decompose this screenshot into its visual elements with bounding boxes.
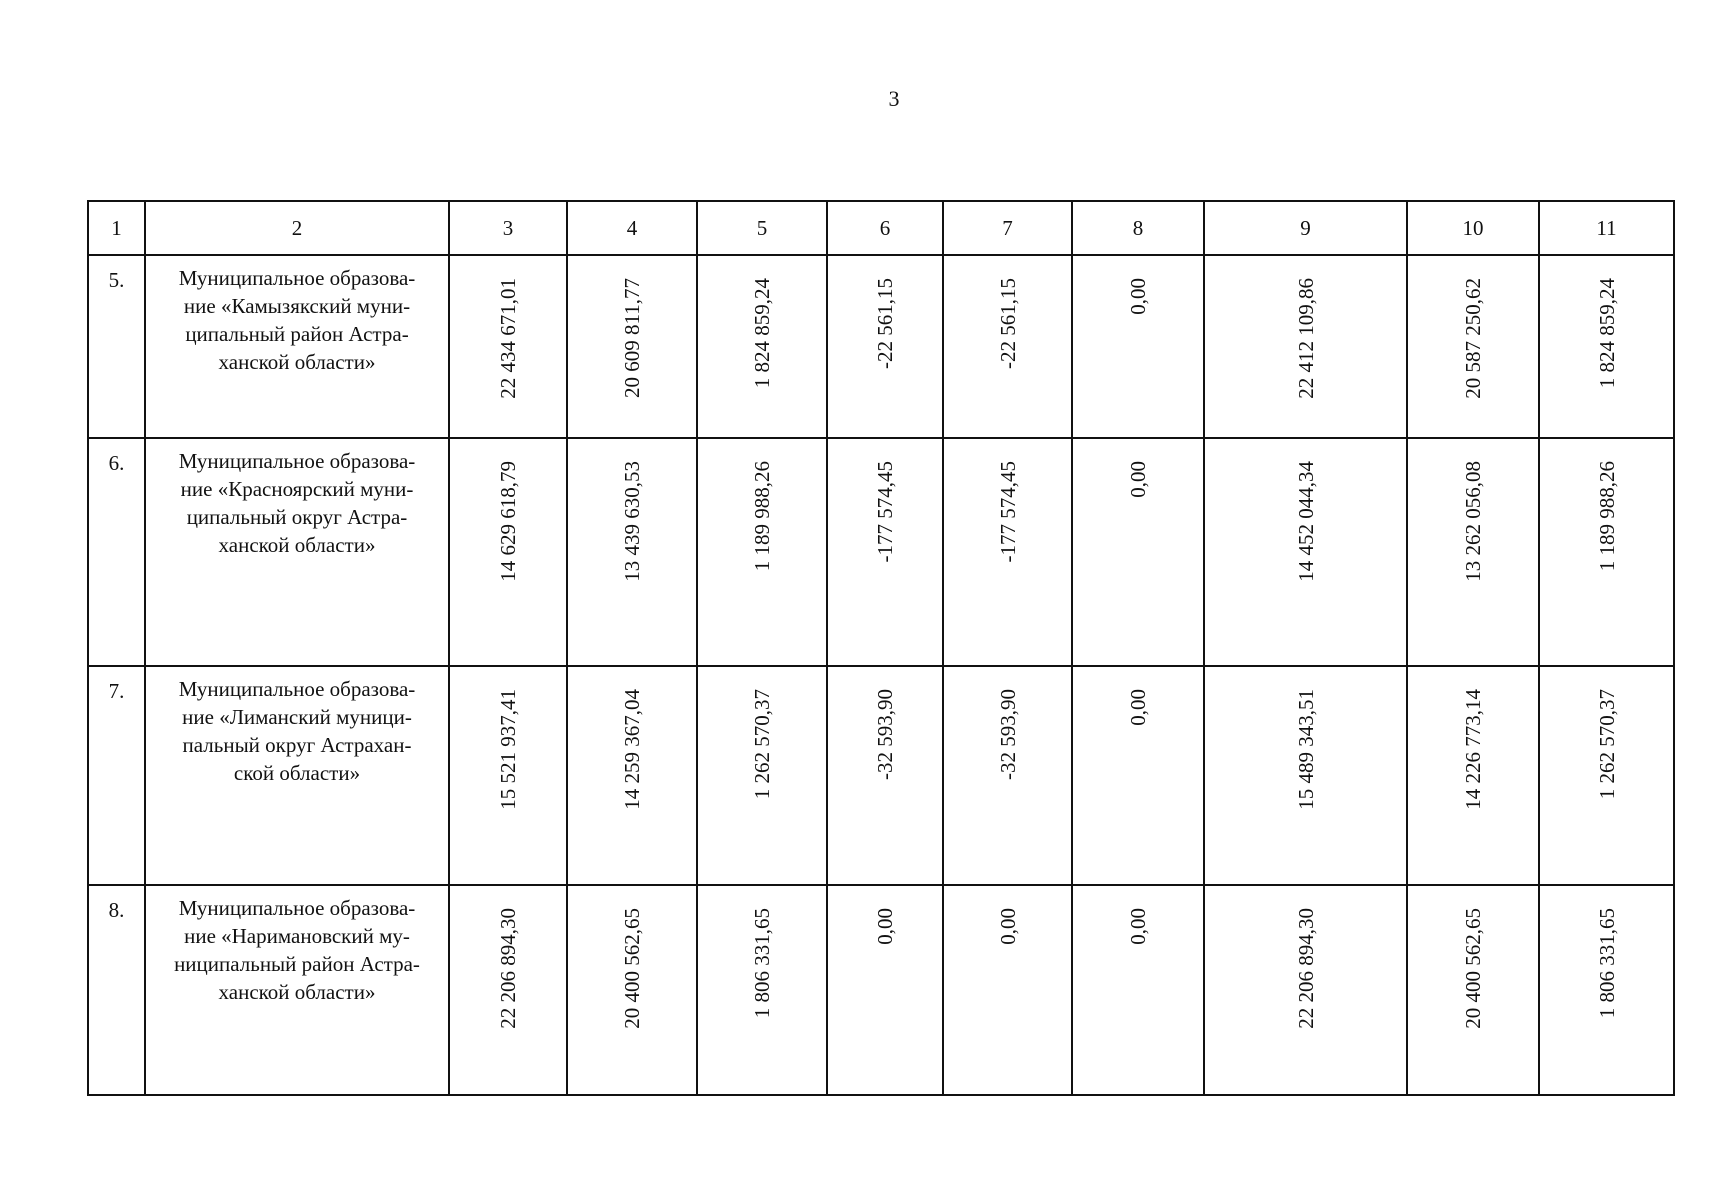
table-cell [827,666,943,885]
cell-value: 22 434 671,01 [496,278,520,399]
cell-value: 1 806 331,65 [750,908,774,1019]
row-name: Муниципальное образова- ние «Камызякский муни- ципальный район Астра- ханской области» [145,255,449,438]
cell-value: 0,00 [995,908,1020,945]
table-cell [697,255,827,438]
table-cell [1204,885,1407,1095]
table-cell [567,255,697,438]
row-number: 6. [88,438,145,666]
column-header: 5 [697,201,827,255]
cell-value: 13 262 056,08 [1461,461,1485,582]
column-header: 10 [1407,201,1539,255]
table-cell [943,438,1072,666]
cell-value: 0,00 [1126,461,1150,498]
table-cell [567,438,697,666]
cell-value: -22 561,15 [873,278,897,369]
row-name: Муниципальное образова- ние «Красноярский муни- ципальный округ Астра- ханской области» [145,438,449,666]
cell-value: 14 226 773,14 [1461,689,1485,810]
table-cell [697,666,827,885]
table-cell [1407,885,1539,1095]
cell-value: 20 609 811,77 [620,278,644,398]
table-cell [567,885,697,1095]
table-cell [1539,255,1674,438]
column-header: 11 [1539,201,1674,255]
cell-value: 1 189 988,26 [750,461,774,572]
table-cell [449,438,567,666]
cell-value: 15 521 937,41 [496,689,520,810]
cell-value: 14 629 618,79 [496,461,520,582]
table-cell [827,885,943,1095]
table-cell [1072,438,1204,666]
table-cell [1204,255,1407,438]
cell-value: -177 574,45 [995,461,1020,563]
table-cell [827,438,943,666]
table-cell [697,885,827,1095]
table-row [88,255,1674,438]
row-name: Муниципальное образова- ние «Лиманский муници- пальный округ Астрахан- ской области» [145,666,449,885]
column-header: 8 [1072,201,1204,255]
cell-value: -32 593,90 [995,689,1020,780]
cell-value: 22 412 109,86 [1293,278,1318,399]
cell-value: 13 439 630,53 [620,461,644,582]
table-cell [943,885,1072,1095]
column-header: 6 [827,201,943,255]
cell-value: 20 587 250,62 [1461,278,1485,399]
table-cell [1204,438,1407,666]
cell-value: 1 824 859,24 [1594,278,1619,389]
column-header: 4 [567,201,697,255]
table-cell [1072,255,1204,438]
column-header: 3 [449,201,567,255]
cell-value: 1 824 859,24 [750,278,774,389]
cell-value: 15 489 343,51 [1293,689,1318,810]
table-cell [697,438,827,666]
cell-value: 1 806 331,65 [1594,908,1619,1019]
table-cell [943,666,1072,885]
cell-value: -177 574,45 [873,461,897,563]
table-row [88,438,1674,666]
table-cell [449,885,567,1095]
header-row [88,201,1674,255]
row-number: 7. [88,666,145,885]
cell-value: 0,00 [873,908,897,945]
row-number: 8. [88,885,145,1095]
cell-value: 22 206 894,30 [1293,908,1318,1029]
table-cell [1407,255,1539,438]
cell-value: -32 593,90 [873,689,897,780]
cell-value: 1 262 570,37 [1594,689,1619,800]
cell-value: 1 189 988,26 [1594,461,1619,572]
table-cell [1204,666,1407,885]
data-table [87,200,1675,1096]
table-row [88,666,1674,885]
column-header: 1 [88,201,145,255]
cell-value: 0,00 [1126,689,1150,726]
row-name: Муниципальное образова- ние «Наримановский му- ниципальный район Астра- ханской области» [145,885,449,1095]
table-row [88,885,1674,1095]
column-header: 9 [1204,201,1407,255]
cell-value: -22 561,15 [995,278,1020,369]
table-cell [1072,885,1204,1095]
table-cell [1407,438,1539,666]
row-number: 5. [88,255,145,438]
page-number: 3 [888,86,900,111]
cell-value: 22 206 894,30 [496,908,520,1029]
table-cell [449,255,567,438]
table-cell [943,255,1072,438]
cell-value: 20 400 562,65 [620,908,644,1029]
table-cell [1539,885,1674,1095]
table-cell [567,666,697,885]
column-header: 7 [943,201,1072,255]
table-cell [1407,666,1539,885]
column-header: 2 [145,201,449,255]
table-cell [827,255,943,438]
cell-value: 14 452 044,34 [1293,461,1318,582]
cell-value: 0,00 [1126,278,1150,315]
table-cell [1539,666,1674,885]
table-cell [1539,438,1674,666]
cell-value: 20 400 562,65 [1461,908,1485,1029]
cell-value: 0,00 [1126,908,1150,945]
cell-value: 1 262 570,37 [750,689,774,800]
cell-value: 14 259 367,04 [620,689,644,810]
table-cell [1072,666,1204,885]
table-cell [449,666,567,885]
